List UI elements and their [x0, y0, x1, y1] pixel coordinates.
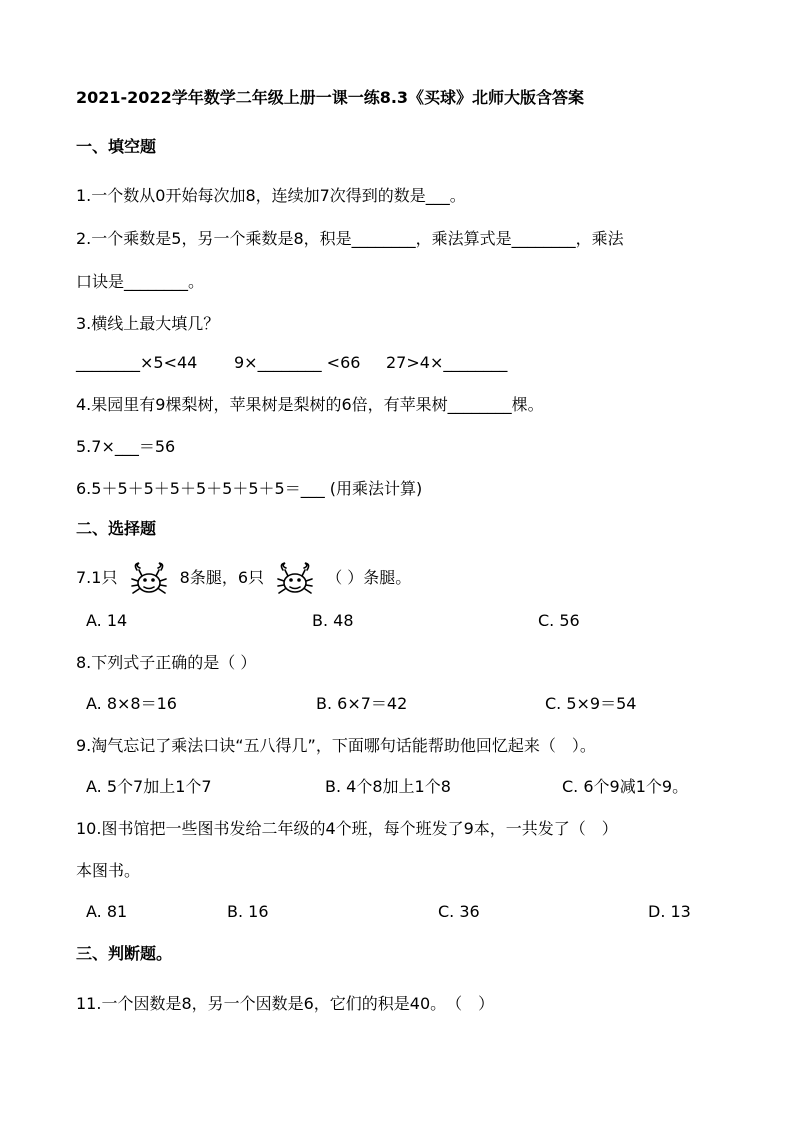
question-10-option-d: D. 13	[648, 902, 691, 921]
question-2-line-2: 口诀是________。	[76, 272, 205, 291]
question-9: 9.淘气忘记了乘法口诀“五八得几”，下面哪句话能帮助他回忆起来（ ）。	[76, 736, 596, 755]
question-10-line-1: 10.图书馆把一些图书发给二年级的4个班，每个班发了9本，一共发了（ ）	[76, 819, 618, 838]
question-7-option-b: B. 48	[312, 611, 354, 630]
section-heading-true-false: 三、判断题。	[76, 944, 173, 963]
question-7-part-1: 7.1只	[76, 568, 118, 587]
question-3-item-3: 27>4×________	[386, 353, 508, 372]
question-10-option-c: C. 36	[438, 902, 480, 921]
question-4: 4.果园里有9棵梨树，苹果树是梨树的6倍，有苹果树________棵。	[76, 395, 544, 414]
question-8-option-a: A. 8×8＝16	[86, 694, 177, 713]
question-8-option-b: B. 6×7＝42	[316, 694, 408, 713]
page-title: 2021-2022学年数学二年级上册一课一练8.3《买球》北师大版含答案	[76, 88, 585, 107]
question-3: 3.横线上最大填几？	[76, 314, 220, 333]
question-7-option-a: A. 14	[86, 611, 128, 630]
question-6: 6.5＋5＋5＋5＋5＋5＋5＋5＝___ (用乘法计算)	[76, 479, 423, 498]
question-9-option-b: B. 4个8加上1个8	[325, 777, 451, 796]
question-2-line-1: 2.一个乘数是5，另一个乘数是8，积是________，乘法算式是________，乘法	[76, 229, 624, 248]
question-7-option-c: C. 56	[538, 611, 580, 630]
question-9-option-a: A. 5个7加上1个7	[86, 777, 212, 796]
question-7-part-3: （ ）条腿。	[326, 568, 412, 587]
question-9-option-c: C. 6个9减1个9。	[562, 777, 689, 796]
question-5: 5.7×___＝56	[76, 437, 176, 456]
section-heading-choice: 二、选择题	[76, 519, 157, 538]
crab-icon	[129, 562, 169, 596]
section-heading-fill-blank: 一、填空题	[76, 137, 157, 156]
question-7	[76, 561, 411, 596]
question-10-line-2: 本图书。	[76, 861, 141, 880]
question-3-item-2: 9×________ <66	[234, 353, 361, 372]
question-8-option-c: C. 5×9＝54	[545, 694, 637, 713]
question-3-item-1: ________×5<44	[76, 353, 198, 372]
question-7-part-2: 8条腿，6只	[179, 568, 265, 587]
crab-icon	[275, 562, 315, 596]
question-1: 1.一个数从0开始每次加8，连续加7次得到的数是___。	[76, 186, 466, 205]
question-10-option-b: B. 16	[227, 902, 269, 921]
question-8: 8.下列式子正确的是（ ）	[76, 653, 257, 672]
question-10-option-a: A. 81	[86, 902, 128, 921]
question-11: 11.一个因数是8，另一个因数是6，它们的积是40。 （ ）	[76, 994, 495, 1013]
